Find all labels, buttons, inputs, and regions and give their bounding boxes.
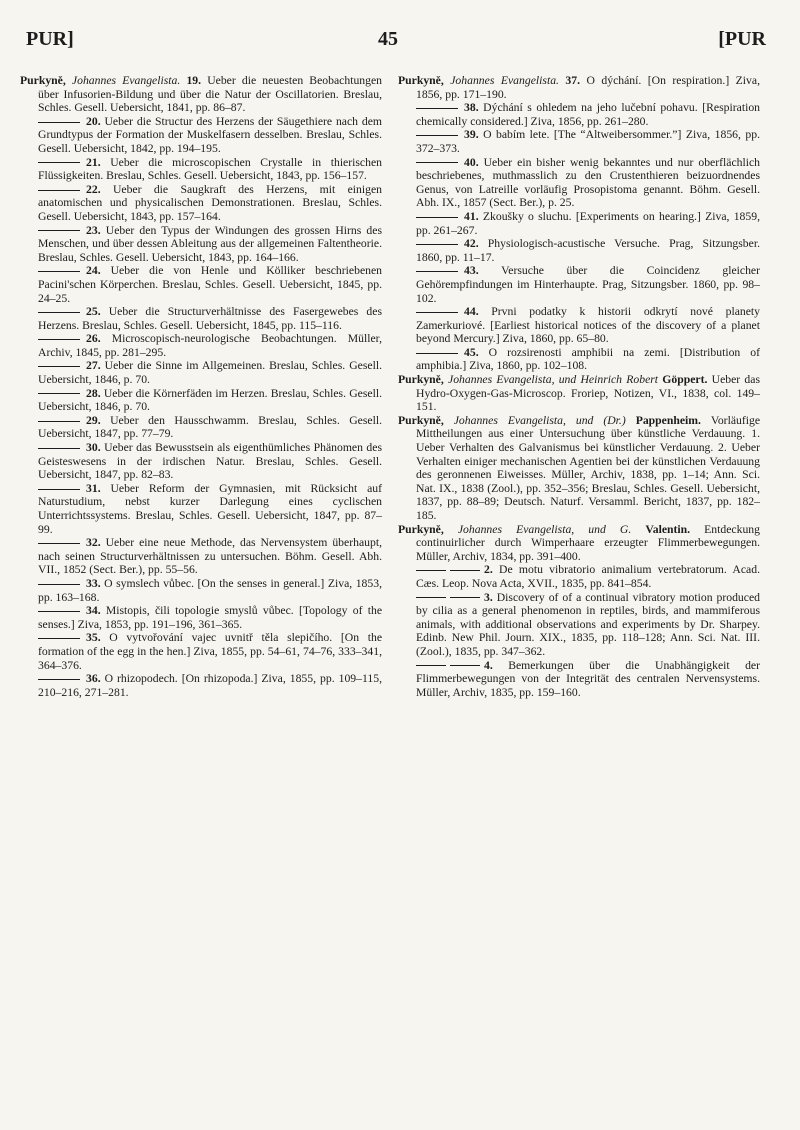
author-name: Purkyně, [398,74,451,87]
running-header [26,28,766,58]
bibliography-entry [20,183,382,224]
entry-text: Ueber eine neue Methode, das Nervensystem überhaupt, nach seinen Structurverhältnissen zu untersuchen. Böhm. Gesell. Abh. VII., 1852 (Sect. Ber.), pp. 55–56. [38,536,382,577]
entry-text: Vorläufige Mittheilungen aus einer Untersuchung über künstliche Verdauung. 1. Ueber Verhalten des Galvanismus bei künstlicher Verdauung. 2. Ueber Verhalten einiger mechanischen Agentien bei der künstlichen Verdauung des geronnenen Eiweisses. Müller, Archiv, 1838, pp. 1–14; Ann. Sci. Nat. IX., 1838 (Zool.), pp. 352–356; Breslau, Schles. Gesell. Uebersicht, 1837, pp. 88–89; Deutsch. Naturf. Versamml. Bericht, 1837, pp. 182–185. [416,413,761,522]
ditto-dash [38,190,80,191]
bibliography-entry [20,264,382,305]
ditto-dash [450,597,480,598]
entry-text: Mistopis, čili topologie smyslů vůbec. [Topology of the senses.] Ziva, 1853, pp. 191–196, 361–365. [38,604,383,631]
entry-number: 41. [464,209,483,223]
ditto-dash [416,135,458,136]
bibliography-entry [20,414,382,441]
entry-text: Bemerkungen über die Unabhängigkeit der Flimmerbewegungen von der Integrität des centralen Nervensystems. Müller, Archiv, 1835, pp. 159–160. [416,658,761,699]
entry-number: 23. [86,223,106,237]
entry-text: Ueber die Sinne im Allgemeinen. Breslau, Schles. Gesell. Uebersicht, 1846, p. 70. [38,359,382,387]
entry-number: 40. [464,155,484,169]
ditto-dash [38,271,80,272]
ditto-dash [38,312,80,313]
bibliography-entry [20,305,382,332]
entry-text: Ueber die von Henle und Kölliker beschriebenen Pacini'schen Körperchen. Breslau, Schles. Gesell. Uebersicht, 1845, pp. 24–25. [38,264,383,305]
ditto-dash [38,339,80,340]
author-forename: Johannes Evangelista. [450,74,566,87]
entry-number: 29. [86,413,111,427]
entry-number: 30. [86,441,105,455]
right-column [398,74,760,699]
bibliography-entry [398,210,760,237]
coauthor-name: Valentin. [645,522,705,536]
entry-text: O symslech vůbec. [On the senses in general.] Ziva, 1853, pp. 163–168. [38,576,383,604]
entry-number: 20. [86,114,105,128]
ditto-dash [416,312,458,313]
ditto-dash [416,597,446,598]
entry-text: O rozsirenosti amphibii na zemi. [Distribution of amphibia.] Ziva, 1860, pp. 102–108. [416,345,760,373]
bibliography-entry [398,414,760,523]
ditto-dash [416,244,458,245]
ditto-dash [416,271,458,272]
entry-number: 22. [86,182,113,196]
entry-text: O babím lete. [The “Altweibersommer.”] Ziva, 1856, pp. 372–373. [416,128,761,155]
bibliography-entry [20,631,382,672]
ditto-dash [416,665,446,666]
bibliography-entry [398,373,760,414]
entry-text: Dýchání s ohledem na jeho lučební pohavu. [Respiration chemically considered.] Ziva, 1856, pp. 261–280. [416,101,761,128]
ditto-dash [38,448,80,449]
ditto-dash [416,570,446,571]
author-forename: Johannes Evangelista, und G. [457,522,646,536]
bibliography-entry [20,482,382,536]
bibliography-entry [20,224,382,265]
bibliography-entry [398,563,760,590]
entry-number: 39. [464,128,484,142]
bibliography-entry [20,536,382,577]
bibliography-entry [398,523,760,564]
entry-text: Discovery of of a continual vibratory motion produced by cilia as a general phenomenon in reptiles, birds, and mammiferous animals, with additional observations and experiments by Dr. Sharpey. Edinb. New Phil. Journ. XIX., 1835, pp. 118–128; Ann. Sci. Nat. III. (Zool.), 1835, pp. 347–362. [416,590,760,658]
entry-number: 19. [186,74,208,87]
entry-text: Physiologisch-acustische Versuche. Prag, Sitzungsber. 1860, pp. 11–17. [416,237,761,264]
entry-number: 37. [565,74,587,87]
ditto-dash [38,122,80,123]
entry-number: 4. [484,658,509,672]
left-column [20,74,382,699]
bibliography-entry [398,346,760,373]
ditto-dash [38,638,80,639]
bibliography-entry [20,577,382,604]
coauthor-name: Pappenheim. [635,413,711,427]
entry-text: Ueber ein bisher wenig bekanntes und nur oberflächlich beschriebenes, muthmasslich zu den Crustenthieren beizuordnendes Genus, von Latreille vorläufig Prosopistoma genannt. Böhm. Gesell. Abh. IX., 1857 (Sect. Ber.), p. 25. [416,155,761,210]
ditto-dash [416,162,458,163]
bibliography-entry [20,115,382,156]
entry-number: 25. [86,305,109,319]
entry-text: Ueber die Structurverhältnisse des Fasergewebes des Herzens. Breslau, Schles. Gesell. Uebersicht, 1845, pp. 115–116. [38,305,383,332]
ditto-dash [38,162,80,163]
bibliography-entry [398,237,760,264]
entry-text: Ueber die Structur des Herzens der Säugethiere nach dem Grundtypus der Formation der Muskelfasern desselben. Breslau, Schles. Gesell. Uebersicht, 1842, pp. 194–195. [38,114,383,155]
entry-number: 45. [464,345,489,359]
coauthor-name: Göppert. [662,373,712,387]
ditto-dash [38,679,80,680]
entry-number: 42. [464,237,488,251]
entry-text: Ueber das Bewusstsein als eigenthümliches Phänomen des Geisteswesens in der irdischen Natur. Breslau, Schles. Gesell. Uebersicht, 1847, pp. 82–83. [38,441,383,482]
ditto-dash [38,393,80,394]
bibliography-entry [20,359,382,386]
ditto-dash [416,217,458,218]
entry-number: 32. [86,536,106,550]
ditto-dash [38,611,80,612]
entry-text: Ueber das Hydro-Oxygen-Gas-Microscop. Froriep, Notizen, VI., 1838, col. 149–151. [416,373,760,414]
entry-text: Ueber die neuesten Beobachtungen über Infusorien-Bildung und über die Natur der Oscillatorien. Breslau, Schles. Gesell. Uebersicht, 1841, pp. 86–87. [38,74,383,115]
header-left: PUR] [26,28,74,50]
entry-number: 35. [86,631,110,645]
author-name: Purkyně, [398,522,458,536]
ditto-dash [38,489,80,490]
bibliography-entry [398,128,760,155]
bibliography-entry [20,74,382,115]
bibliography-entry [398,74,760,101]
entry-text: De motu vibratorio animalium vertebratorum. Acad. Cæs. Leop. Nova Acta, XVII., 1835, pp. 841–854. [416,563,760,590]
entry-number: 43. [464,264,502,278]
author-forename: Johannes Evangelista. [71,74,187,87]
entry-text: Versuche über die Coincidenz gleicher Gehörempfindungen im Hinterhaupte. Prag, Sitzungsber. 1860, pp. 98–102. [416,264,760,305]
bibliography-entry [398,156,760,210]
entry-number: 38. [464,101,484,115]
bibliography-entry [398,101,760,128]
entry-text: Ueber den Hausschwamm. Breslau, Schles. Gesell. Uebersicht, 1847, pp. 77–79. [38,413,382,441]
entry-text: Ueber den Typus der Windungen des grossen Hirns des Menschen, und über dessen Ableitung aus der allgemeinen Faltentheorie. Breslau, Schles. Gesell. Uebersicht, 1843, pp. 164–166. [38,223,383,264]
entry-text: Ueber die microscopischen Crystalle in thierischen Flüssigkeiten. Breslau, Schles. Gesell. Uebersicht, 1843, pp. 156–157. [38,155,382,183]
entry-text: Prvni podatky k historii odkrytí nové planety Zamerkuriové. [Earliest historical notices of the discovery of a planet beyond Mercury.] Ziva, 1860, pp. 65–80. [416,305,760,346]
ditto-dash [38,366,80,367]
ditto-dash [38,584,80,585]
entry-text: O rhizopodech. [On rhizopoda.] Ziva, 1855, pp. 109–115, 210–216, 271–281. [38,672,383,699]
page-number: 45 [378,28,398,50]
entry-number: 36. [86,672,105,686]
entry-number: 44. [464,305,492,319]
bibliography-entry [20,156,382,183]
bibliography-entry [20,387,382,414]
author-forename: Johannes Evangelista, und Heinrich Robert [448,373,663,387]
bibliography-entry [20,332,382,359]
ditto-dash [38,230,80,231]
bibliography-entry [20,672,382,699]
entry-number: 3. [484,590,497,604]
entry-text: Ueber Reform der Gymnasien, mit Rücksicht auf Naturstudium, nebst kurzer Darlegung eines cyclischen Unterrichtssystems. Breslau, Schles. Gesell. Uebersicht, 1847, pp. 87–99. [38,481,382,536]
ditto-dash [416,108,458,109]
ditto-dash [38,421,80,422]
entry-text: Entdeckung continuirlicher durch Wimperhaare erzeugter Flimmerbewegungen. Müller, Archiv, 1834, pp. 391–400. [416,522,760,563]
author-forename: Johannes Evangelista, und (Dr.) [453,413,636,427]
header-right: [PUR [718,28,766,50]
entry-text: O vytvořování vajec uvnitř těla slepičího. [On the formation of the egg in the hen.] Ziva, 1855, pp. 54–61, 74–76, 333–341, 364–376. [38,631,383,672]
entry-number: 28. [86,386,104,400]
entry-number: 33. [86,576,105,590]
author-name: Purkyně, [20,74,72,87]
ditto-dash [38,543,80,544]
bibliography-entry [398,591,760,659]
ditto-dash [416,353,458,354]
entry-text: Ueber die Körnerfäden im Herzen. Breslau, Schles. Gesell. Uebersicht, 1846, p. 70. [38,386,382,414]
bibliography-entry [398,264,760,305]
entry-number: 26. [86,332,112,346]
author-name: Purkyně, [398,373,449,387]
author-name: Purkyně, [398,413,454,427]
entry-number: 31. [86,481,111,495]
entry-number: 27. [86,359,105,373]
entry-text: Ueber die Saugkraft des Herzens, mit einigen anatomischen und physicalischen Demonstrationen. Breslau, Schles. Gesell. Uebersicht, 1843, pp. 157–164. [38,182,383,223]
entry-text: Microscopisch-neurologische Beobachtungen. Müller, Archiv, 1845, pp. 281–295. [38,332,382,359]
ditto-dash [450,570,480,571]
bibliography-entry [20,604,382,631]
entry-text: Zkoušky o sluchu. [Experiments on hearing.] Ziva, 1859, pp. 261–267. [416,209,760,237]
bibliography-entry [398,305,760,346]
entry-number: 34. [86,604,106,618]
entry-number: 2. [484,563,500,577]
entry-number: 24. [86,264,111,278]
entry-text: O dýchání. [On respiration.] Ziva, 1856, pp. 171–190. [416,74,761,101]
ditto-dash [450,665,480,666]
bibliography-entry [398,659,760,700]
entry-number: 21. [86,155,111,169]
bibliography-entry [20,441,382,482]
